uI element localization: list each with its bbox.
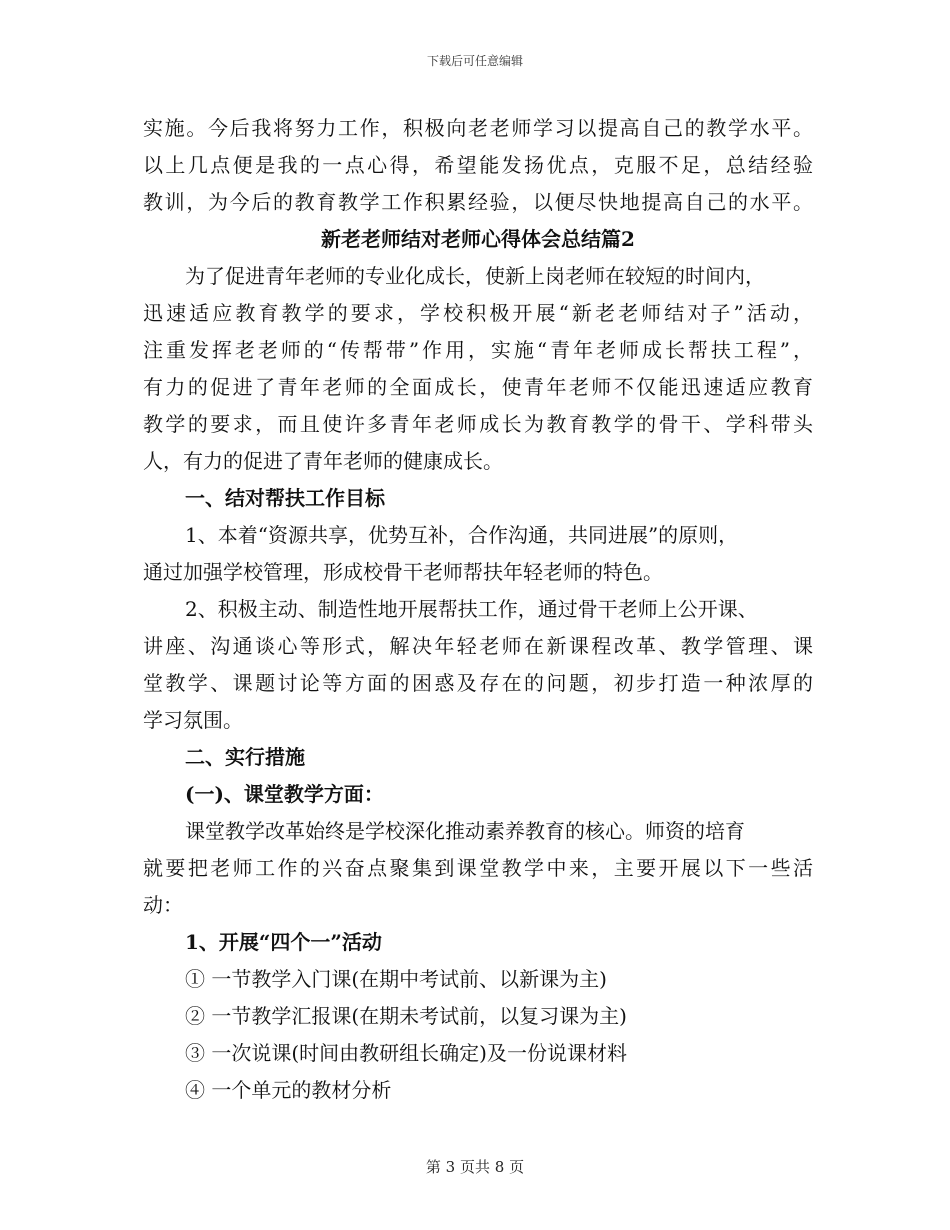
paragraph-line: 教训，为今后的教育教学工作积累经验，以便尽快地提高自己的水平。 bbox=[143, 190, 813, 214]
list-item: ② 一节教学汇报课(在期未考试前，以复习课为主) bbox=[185, 1004, 627, 1028]
paragraph-line: 学习氛围。 bbox=[143, 708, 243, 732]
heading-1: 一、结对帮扶工作目标 bbox=[185, 486, 385, 510]
heading-2: 二、实行措施 bbox=[185, 745, 305, 769]
paragraph-line: 人，有力的促进了青年老师的健康成长。 bbox=[143, 449, 503, 473]
document-body bbox=[143, 110, 813, 1109]
paragraph-line: 以上几点便是我的一点心得，希望能发扬优点，克服不足，总结经验 bbox=[143, 153, 813, 177]
paragraph-line: 注重发挥老老师的“传帮带”作用，实施“青年老师成长帮扶工程”， bbox=[143, 338, 813, 362]
page-header: 下载后可任意编辑 bbox=[426, 54, 523, 68]
section-title: 新老老师结对老师心得体会总结篇2 bbox=[321, 227, 635, 251]
list-item: ① 一节教学入门课(在期中考试前、以新课为主) bbox=[185, 967, 607, 991]
activity-heading: 1、开展“四个一”活动 bbox=[185, 930, 382, 954]
paragraph-line: 2、积极主动、制造性地开展帮扶工作，通过骨干老师上公开课、 bbox=[185, 597, 758, 621]
paragraph-line: 讲座、沟通谈心等形式，解决年轻老师在新课程改革、教学管理、课 bbox=[143, 634, 813, 658]
paragraph-line: 动： bbox=[143, 893, 183, 917]
page-footer: 第 3 页共 8 页 bbox=[425, 1158, 525, 1176]
paragraph-line: 通过加强学校管理，形成校骨干老师帮扶年轻老师的特色。 bbox=[143, 560, 663, 584]
paragraph-line: 就要把老师工作的兴奋点聚集到课堂教学中来，主要开展以下一些活 bbox=[143, 856, 813, 880]
paragraph-line: 堂教学、课题讨论等方面的困惑及存在的问题，初步打造一种浓厚的 bbox=[143, 671, 813, 695]
paragraph-line: 有力的促进了青年老师的全面成长，使青年老师不仅能迅速适应教育 bbox=[143, 375, 813, 399]
paragraph-line: 为了促进青年老师的专业化成长，使新上岗老师在较短的时间内， bbox=[185, 264, 765, 288]
list-item: ④ 一个单元的教材分析 bbox=[185, 1078, 392, 1102]
paragraph-line: 迅速适应教育教学的要求，学校积极开展“新老老师结对子”活动， bbox=[143, 301, 813, 325]
paragraph-line: 课堂教学改革始终是学校深化推动素养教育的核心。师资的培育 bbox=[185, 819, 745, 843]
list-item: ③ 一次说课(时间由教研组长确定)及一份说课材料 bbox=[185, 1041, 627, 1065]
paragraph-line: 1、本着“资源共享，优势互补，合作沟通，共同进展”的原则， bbox=[185, 523, 739, 547]
paragraph-line: 教学的要求，而且使许多青年老师成长为教育教学的骨干、学科带头 bbox=[143, 412, 813, 436]
subheading: (一)、课堂教学方面： bbox=[185, 782, 384, 806]
paragraph-line: 实施。今后我将努力工作，积极向老老师学习以提高自己的教学水平。 bbox=[143, 116, 813, 140]
